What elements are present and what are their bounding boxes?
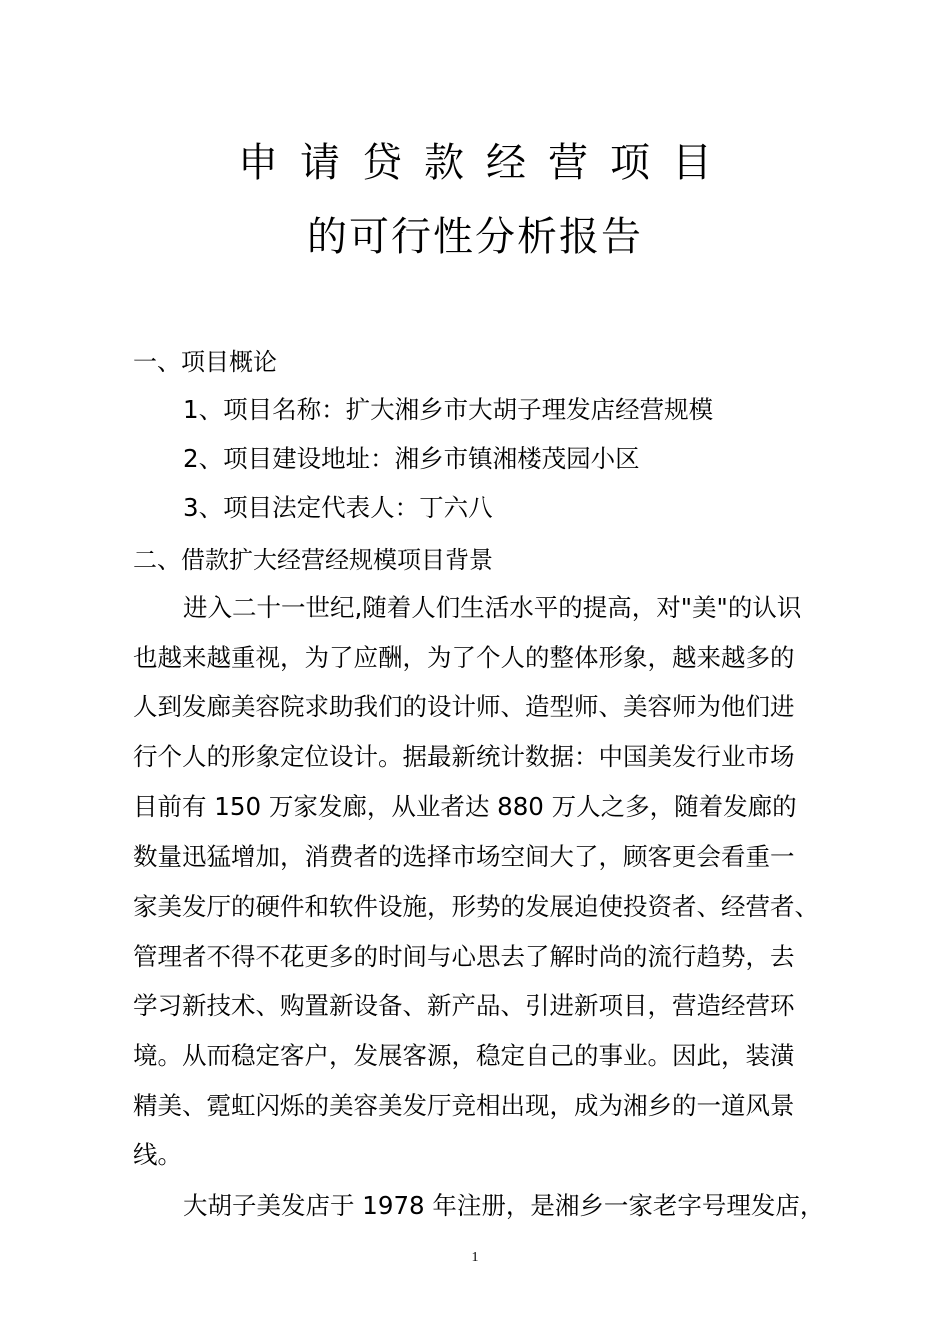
paragraph-line: 管理者不得不花更多的时间与心思去了解时尚的流行趋势，去	[133, 942, 795, 971]
document-title-line-2: 的可行性分析报告	[307, 214, 643, 260]
paragraph-line: 线。	[133, 1140, 182, 1169]
paragraph-line: 家美发厅的硬件和软件设施，形势的发展迫使投资者、经营者、	[133, 892, 819, 921]
paragraph-line: 进入二十一世纪,随着人们生活水平的提高，对"美"的认识	[183, 593, 802, 622]
paragraph-line: 大胡子美发店于 1978 年注册，是湘乡一家老字号理发店，	[183, 1191, 825, 1220]
project-address-item: 2、项目建设地址：湘乡市镇湘楼茂园小区	[183, 444, 640, 473]
paragraph-line: 行个人的形象定位设计。据最新统计数据：中国美发行业市场	[133, 742, 795, 771]
paragraph-line: 目前有 150 万家发廊，从业者达 880 万人之多，随着发廊的	[133, 792, 797, 821]
paragraph-line: 人到发廊美容院求助我们的设计师、造型师、美容师为他们进	[133, 692, 795, 721]
project-representative-item: 3、项目法定代表人：丁六八	[183, 493, 493, 522]
page-number: 1	[471, 1250, 479, 1265]
paragraph-line: 学习新技术、购置新设备、新产品、引进新项目，营造经营环	[133, 991, 795, 1020]
project-name-item: 1、项目名称：扩大湘乡市大胡子理发店经营规模	[183, 395, 714, 424]
document-title-line-1: 申请贷款经营项目	[238, 140, 734, 186]
section-1-heading: 一、项目概论	[133, 348, 277, 376]
paragraph-line: 数量迅猛增加，消费者的选择市场空间大了，顾客更会看重一	[133, 842, 795, 871]
paragraph-line: 精美、霓虹闪烁的美容美发厅竞相出现，成为湘乡的一道风景	[133, 1091, 795, 1120]
paragraph-line: 境。从而稳定客户，发展客源，稳定自己的事业。因此，装潢	[133, 1041, 795, 1070]
section-2-heading: 二、借款扩大经营经规模项目背景	[133, 546, 493, 574]
paragraph-line: 也越来越重视，为了应酬，为了个人的整体形象，越来越多的	[133, 643, 795, 672]
